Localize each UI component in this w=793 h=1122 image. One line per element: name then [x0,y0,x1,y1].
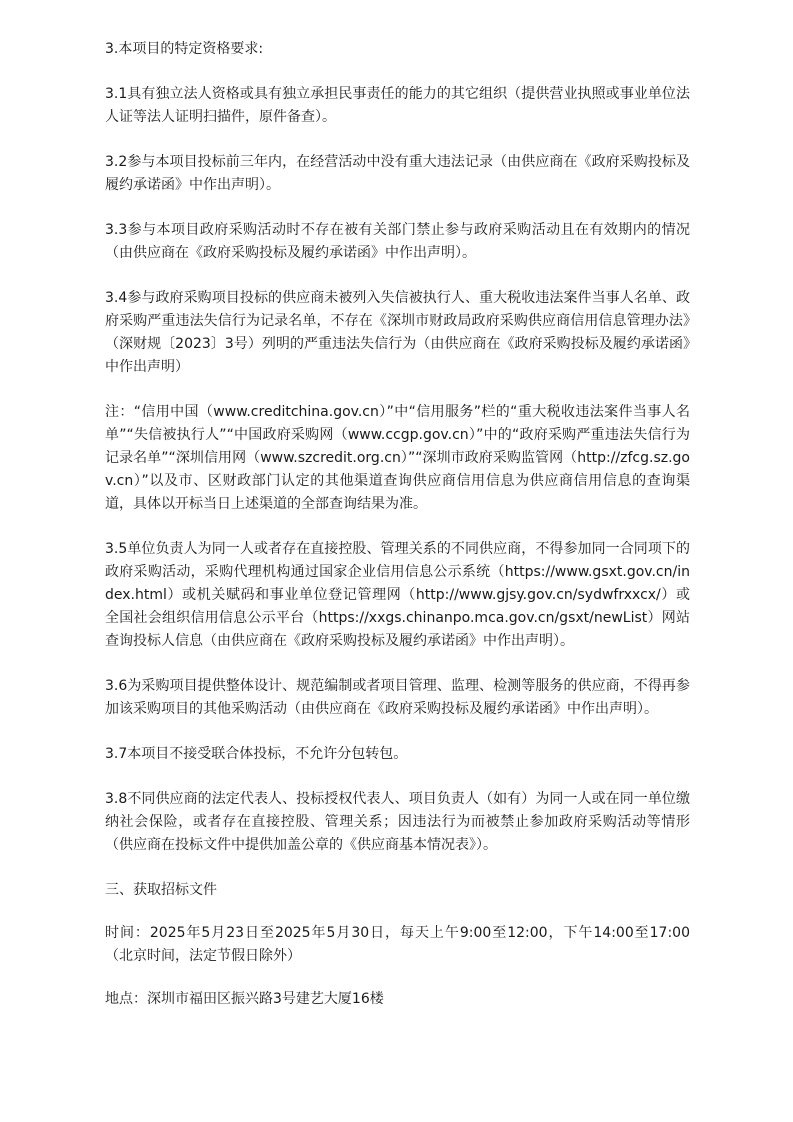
requirement-3-2: 3.2参与本项目投标前三年内，在经营活动中没有重大违法记录（由供应商在《政府采购投标及履约承诺函》中作出声明）。 [105,154,690,193]
requirement-3-5: 3.5单位负责人为同一人或者存在直接控股、管理关系的不同供应商，不得参加同一合同项下的政府采购活动，采购代理机构通过国家企业信用信息公示系统（https://www.gsxt.gov.cn/index.html）或机关赋码和事业单位登记管理网（http://www.gjsy.gov.cn/sydwfrxxcx/）或全国社会组织信用信息公示平台（https://xxgs.chinanpo.mca.gov.cn/gsxt/newList）网站查询投标人信息（由供应商在《政府采购投标及履约承诺函》中作出声明）。 [105,541,690,649]
section-heading-obtain-documents: 三、获取招标文件 [105,882,217,898]
obtain-location: 地点：深圳市福田区振兴路3号建艺大厦16楼 [105,991,384,1007]
qualification-heading: 3.本项目的特定资格要求: [105,41,264,57]
requirement-3-8: 3.8不同供应商的法定代表人、投标授权代表人、项目负责人（如有）为同一人或在同一单位缴纳社会保险，或者存在直接控股、管理关系；因违法行为而被禁止参加政府采购活动等情形（供应商在投标文件中提供加盖公章的《供应商基本情况表》）。 [105,791,690,853]
requirement-3-4: 3.4参与政府采购项目投标的供应商未被列入失信被执行人、重大税收违法案件当事人名单、政府采购严重违法失信行为记录名单，不存在《深圳市财政局政府采购供应商信用信息管理办法》（深财规〔2023〕3号）列明的严重违法失信行为（由供应商在《政府采购投标及履约承诺函》中作出声明） [105,290,690,375]
requirement-3-6: 3.6为采购项目提供整体设计、规范编制或者项目管理、监理、检测等服务的供应商，不得再参加该采购项目的其他采购活动（由供应商在《政府采购投标及履约承诺函》中作出声明）。 [105,678,690,717]
requirement-3-7: 3.7本项目不接受联合体投标，不允许分包转包。 [105,746,408,762]
obtain-time: 时间：2025年5月23日至2025年5月30日，每天上午9:00至12:00，下午14:00至17:00（北京时间，法定节假日除外） [105,925,690,964]
document-page [105,38,690,1011]
requirement-3-1: 3.1具有独立法人资格或具有独立承担民事责任的能力的其它组织（提供营业执照或事业单位法人证等法人证明扫描件，原件备查）。 [105,86,690,125]
requirement-3-3: 3.3参与本项目政府采购活动时不存在被有关部门禁止参与政府采购活动且在有效期内的情况（由供应商在《政府采购投标及履约承诺函》中作出声明）。 [105,222,690,261]
credit-note: 注：“信用中国（www.creditchina.gov.cn）”中“信用服务”栏的“重大税收违法案件当事人名单”“失信被执行人”“中国政府采购网（www.ccgp.gov.cn）”中的“政府采购严重违法失信行为记录名单”“深圳信用网（www.szcredit.org.cn）”“深圳市政府采购监管网（http://zfcg.sz.gov.cn）”以及市、区财政部门认定的其他渠道查询供应商信用信息为供应商信用信息的查询渠道，具体以开标当日上述渠道的全部查询结果为准。 [105,404,690,512]
